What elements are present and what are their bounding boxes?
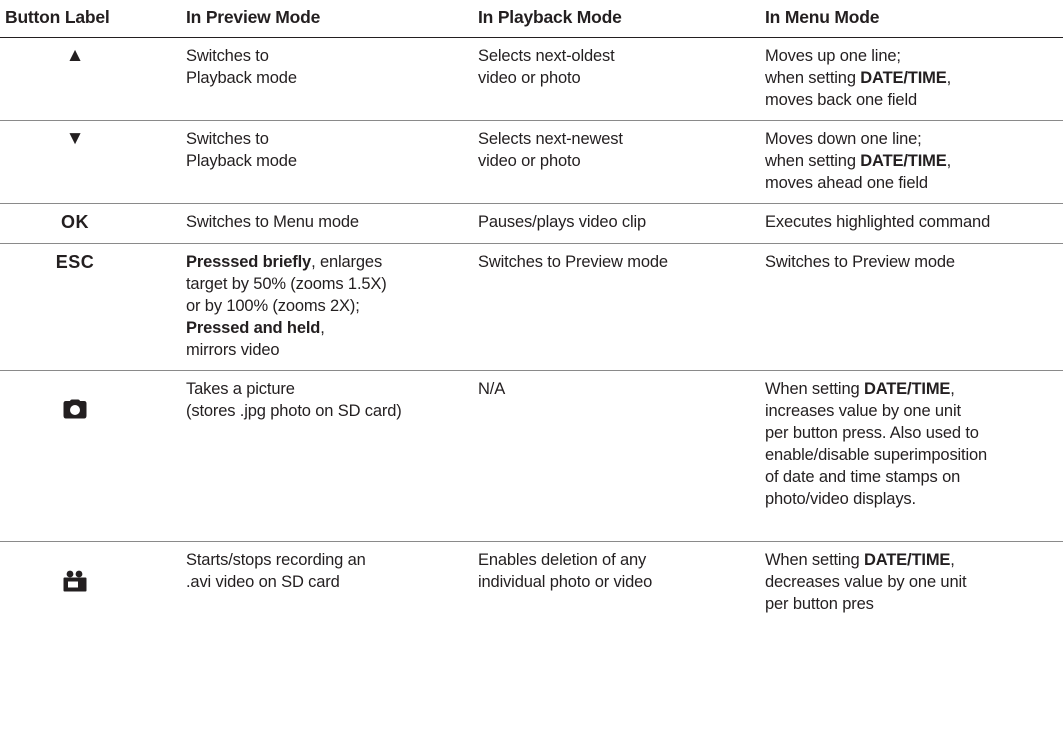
cell-text: , xyxy=(950,380,955,398)
cell-line: per button pres xyxy=(765,595,874,613)
table-row xyxy=(0,371,1063,542)
cell-line xyxy=(186,251,462,273)
cell-line: N/A xyxy=(478,380,506,398)
cell-line: decreases value by one unit xyxy=(765,573,967,591)
cell-line: enable/disable superimposition xyxy=(765,446,988,464)
playback-cell xyxy=(462,542,749,625)
video-camera-icon xyxy=(63,570,87,598)
button-cell xyxy=(0,121,170,204)
table-row xyxy=(0,204,1063,244)
cell-line: Switches to Menu mode xyxy=(186,213,359,231)
cell-line: Selects next-oldest xyxy=(478,47,615,65)
menu-cell xyxy=(749,204,1063,244)
cell-line: photo/video displays. xyxy=(765,490,916,508)
preview-cell xyxy=(170,542,462,625)
cell-text: , xyxy=(946,152,952,170)
cell-line: Switches to Preview mode xyxy=(765,253,955,271)
preview-cell xyxy=(170,204,462,244)
cell-line: mirrors video xyxy=(186,341,280,359)
header-preview-mode: In Preview Mode xyxy=(170,0,462,38)
playback-cell xyxy=(462,121,749,204)
playback-cell xyxy=(462,204,749,244)
button-cell xyxy=(0,371,170,542)
cell-line: individual photo or video xyxy=(478,573,653,591)
cell-line: moves back one field xyxy=(765,91,918,109)
cell-line: Enables deletion of any xyxy=(478,551,647,569)
cell-line xyxy=(765,549,1063,571)
table-row xyxy=(0,38,1063,121)
cell-line: Switches to Preview mode xyxy=(478,253,668,271)
cell-line: video or photo xyxy=(478,69,581,87)
date-time-keyword: DATE/TIME xyxy=(863,380,951,398)
table-header-row xyxy=(0,0,1063,38)
table-row xyxy=(0,244,1063,371)
playback-cell xyxy=(462,371,749,542)
cell-text: , xyxy=(320,319,325,337)
cell-line xyxy=(186,317,462,339)
header-button-label: Button Label xyxy=(0,0,170,38)
playback-cell xyxy=(462,244,749,371)
date-time-keyword: DATE/TIME xyxy=(860,152,947,170)
cell-line: Moves down one line; xyxy=(765,130,922,148)
cell-text: when setting xyxy=(765,152,861,170)
cell-line: Pauses/plays video clip xyxy=(478,213,647,231)
down-triangle-icon: ▼ xyxy=(65,128,85,149)
cell-line: Starts/stops recording an xyxy=(186,551,366,569)
menu-cell xyxy=(749,371,1063,542)
table-row xyxy=(0,542,1063,625)
preview-cell xyxy=(170,371,462,542)
header-playback-mode: In Playback Mode xyxy=(462,0,749,38)
cell-line xyxy=(765,150,1063,172)
cell-line: per button press. Also used to xyxy=(765,424,979,442)
cell-line: Playback mode xyxy=(186,152,297,170)
date-time-keyword: DATE/TIME xyxy=(860,69,947,87)
cell-line xyxy=(765,67,1063,89)
pressed-briefly-keyword: Presssed briefly xyxy=(186,253,312,271)
esc-button-label: ESC xyxy=(55,252,95,272)
cell-line: Executes highlighted command xyxy=(765,213,991,231)
pressed-and-held-keyword: Pressed and held xyxy=(186,319,321,337)
cell-line: Takes a picture xyxy=(186,380,295,398)
cell-line: increases value by one unit xyxy=(765,402,961,420)
cell-line: Switches to xyxy=(186,47,269,65)
cell-line: Selects next-newest xyxy=(478,130,623,148)
up-triangle-icon: ▲ xyxy=(65,45,85,66)
cell-line: moves ahead one field xyxy=(765,174,928,192)
cell-text: when setting xyxy=(765,69,861,87)
button-cell xyxy=(0,38,170,121)
button-cell xyxy=(0,204,170,244)
ok-button-label: OK xyxy=(61,212,89,232)
camera-icon xyxy=(63,399,87,425)
menu-cell xyxy=(749,244,1063,371)
cell-line: video or photo xyxy=(478,152,581,170)
cell-text: , xyxy=(950,551,955,569)
cell-line: target by 50% (zooms 1.5X) xyxy=(186,275,387,293)
preview-cell xyxy=(170,38,462,121)
cell-line: Moves up one line; xyxy=(765,47,901,65)
date-time-keyword: DATE/TIME xyxy=(863,551,951,569)
cell-line: (stores .jpg photo on SD card) xyxy=(186,402,402,420)
preview-cell xyxy=(170,244,462,371)
header-menu-mode: In Menu Mode xyxy=(749,0,1063,38)
menu-cell xyxy=(749,542,1063,625)
playback-cell xyxy=(462,38,749,121)
cell-line: Playback mode xyxy=(186,69,297,87)
cell-text: When setting xyxy=(765,380,864,398)
cell-line: .avi video on SD card xyxy=(186,573,340,591)
cell-line xyxy=(765,378,1063,400)
cell-line: of date and time stamps on xyxy=(765,468,961,486)
preview-cell xyxy=(170,121,462,204)
cell-text: , xyxy=(946,69,952,87)
menu-cell xyxy=(749,121,1063,204)
button-cell xyxy=(0,542,170,625)
button-cell xyxy=(0,244,170,371)
table-row xyxy=(0,121,1063,204)
cell-line: Switches to xyxy=(186,130,269,148)
cell-line: or by 100% (zooms 2X); xyxy=(186,297,360,315)
cell-text: When setting xyxy=(765,551,864,569)
cell-text: , enlarges xyxy=(311,253,383,271)
menu-cell xyxy=(749,38,1063,121)
